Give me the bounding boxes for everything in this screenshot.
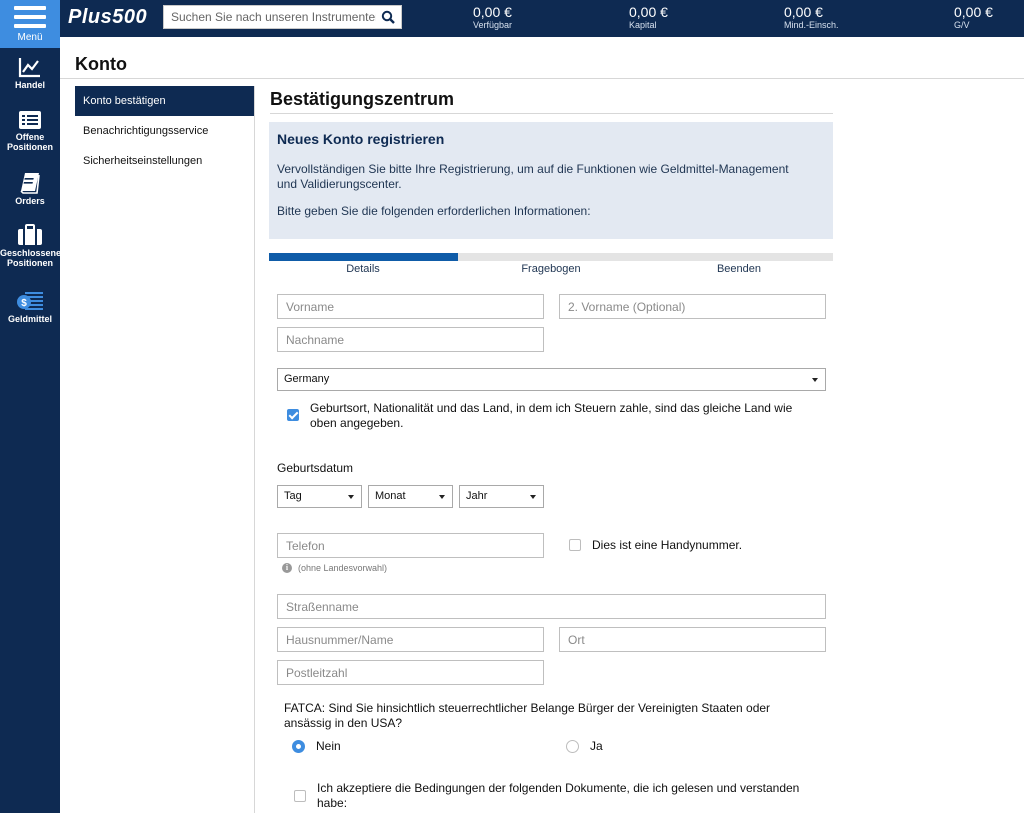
month-value: Monat — [375, 490, 406, 502]
search-box — [163, 5, 402, 29]
fatca-yes-label: Ja — [590, 739, 603, 753]
sub-navigation — [75, 86, 254, 176]
chevron-down-icon — [530, 495, 536, 499]
rail-label-geschlossene-1: Geschlossene — [0, 248, 62, 258]
chart-line-icon — [18, 56, 42, 78]
day-select[interactable] — [277, 485, 362, 508]
rail-item-geldmittel[interactable] — [0, 290, 60, 324]
country-value: Germany — [284, 373, 330, 385]
fatca-no-label: Nein — [316, 739, 341, 753]
info-line-1: Vervollständigen Sie bitte Ihre Registrierung, um auf die Funktionen wie Geldmittel-Management — [277, 162, 789, 176]
mobile-checkbox[interactable] — [569, 539, 581, 551]
stat-mind-einsch — [784, 4, 839, 30]
left-rail — [0, 0, 60, 813]
year-value: Jahr — [466, 490, 488, 502]
subnav-item-konto-bestaetigen[interactable]: Konto bestätigen — [75, 86, 254, 116]
briefcase-icon — [17, 224, 43, 246]
zip-input[interactable] — [278, 661, 543, 684]
terms-text-2: habe: — [317, 796, 348, 810]
rail-label-offene-1: Offene — [15, 132, 45, 142]
day-value: Tag — [284, 490, 302, 502]
middle-name-input[interactable] — [560, 295, 825, 318]
stat-value: 0,00 € — [784, 4, 823, 20]
header-divider — [60, 78, 1024, 79]
subnav-item-sicherheitseinstellungen[interactable]: Sicherheitseinstellungen — [83, 155, 203, 167]
rail-label-handel: Handel — [14, 80, 45, 90]
stat-value: 0,00 € — [629, 4, 668, 20]
phone-hint: (ohne Landesvorwahl) — [298, 563, 388, 573]
search-input[interactable] — [164, 6, 376, 28]
stat-label: Verfügbar — [473, 20, 513, 30]
stat-gv — [954, 4, 993, 30]
rail-label-geldmittel: Geldmittel — [7, 314, 52, 324]
rail-item-geschlossene-positionen[interactable] — [0, 224, 60, 268]
country-select[interactable] — [277, 368, 826, 391]
year-select[interactable] — [459, 485, 544, 508]
last-name-input[interactable] — [278, 328, 543, 351]
top-bar — [60, 0, 1024, 37]
fatca-question-1: FATCA: Sind Sie hinsichtlich steuerrechtlicher Belange Bürger der Vereinigten Staaten oder — [284, 701, 771, 715]
last-name-field — [277, 327, 544, 352]
same-country-checkbox[interactable] — [287, 409, 299, 421]
section-title: Bestätigungszentrum — [270, 89, 455, 109]
fatca-question-2: ansässig in den USA? — [284, 716, 403, 730]
step-details: Details — [346, 263, 380, 275]
rail-item-orders[interactable] — [0, 172, 60, 206]
middle-name-field — [559, 294, 826, 319]
stat-value: 0,00 € — [473, 4, 512, 20]
info-heading: Neues Konto registrieren — [277, 131, 445, 147]
progress-fill — [269, 253, 458, 261]
chevron-down-icon — [812, 378, 818, 382]
stat-verfuegbar — [473, 4, 512, 30]
info-line-3: Bitte geben Sie die folgenden erforderlichen Informationen: — [277, 204, 591, 218]
same-country-text-1: Geburtsort, Nationalität und das Land, in dem ich Steuern zahle, sind das gleiche Land wie — [310, 401, 793, 415]
zip-field — [277, 660, 544, 685]
menu-label: Menü — [17, 32, 43, 43]
hamburger-icon — [14, 6, 46, 28]
logo: Plus500 — [68, 6, 148, 28]
step-fragebogen: Fragebogen — [521, 263, 581, 275]
money-icon — [16, 290, 44, 312]
info-line-2: und Validierungscenter. — [277, 177, 402, 191]
fatca-yes-radio[interactable] — [566, 740, 579, 753]
same-country-text-2: oben angegeben. — [310, 416, 404, 430]
list-icon — [18, 110, 42, 130]
page-title: Konto — [75, 54, 127, 74]
search-icon[interactable] — [381, 10, 395, 24]
subnav-divider — [254, 86, 255, 813]
stat-label: Mind.-Einsch. — [784, 20, 839, 30]
city-input[interactable] — [560, 628, 825, 651]
subnav-item-benachrichtigungsservice[interactable]: Benachrichtigungsservice — [83, 125, 209, 137]
phone-input[interactable] — [278, 534, 543, 557]
phone-field — [277, 533, 544, 558]
terms-checkbox[interactable] — [294, 790, 306, 802]
first-name-input[interactable] — [278, 295, 543, 318]
house-field — [277, 627, 544, 652]
rail-label-orders: Orders — [15, 196, 45, 206]
chevron-down-icon — [439, 495, 445, 499]
mobile-label: Dies ist eine Handynummer. — [592, 538, 743, 552]
rail-item-offene-positionen[interactable] — [0, 110, 60, 152]
stat-kapital — [629, 4, 668, 30]
rail-item-handel[interactable] — [0, 56, 60, 90]
city-field — [559, 627, 826, 652]
section-divider — [270, 113, 833, 114]
stat-label: Kapital — [629, 20, 657, 30]
menu-button[interactable] — [0, 0, 60, 48]
info-box — [269, 122, 833, 239]
svg-text:$: $ — [21, 298, 27, 309]
street-input[interactable] — [278, 595, 825, 618]
birthdate-label: Geburtsdatum — [277, 461, 354, 475]
progress-bar — [269, 253, 833, 261]
notebook-icon — [18, 172, 42, 194]
stat-label: G/V — [954, 20, 970, 30]
chevron-down-icon — [348, 495, 354, 499]
rail-label-offene-2: Positionen — [6, 142, 53, 152]
fatca-no-radio[interactable] — [292, 740, 305, 753]
house-input[interactable] — [278, 628, 543, 651]
street-field — [277, 594, 826, 619]
info-icon: i — [282, 563, 292, 573]
month-select[interactable] — [368, 485, 453, 508]
first-name-field — [277, 294, 544, 319]
rail-label-geschlossene-2: Positionen — [6, 258, 53, 268]
terms-text-1: Ich akzeptiere die Bedingungen der folgenden Dokumente, die ich gelesen und verstanden — [317, 781, 800, 795]
step-beenden: Beenden — [716, 263, 762, 275]
stat-value: 0,00 € — [954, 4, 993, 20]
